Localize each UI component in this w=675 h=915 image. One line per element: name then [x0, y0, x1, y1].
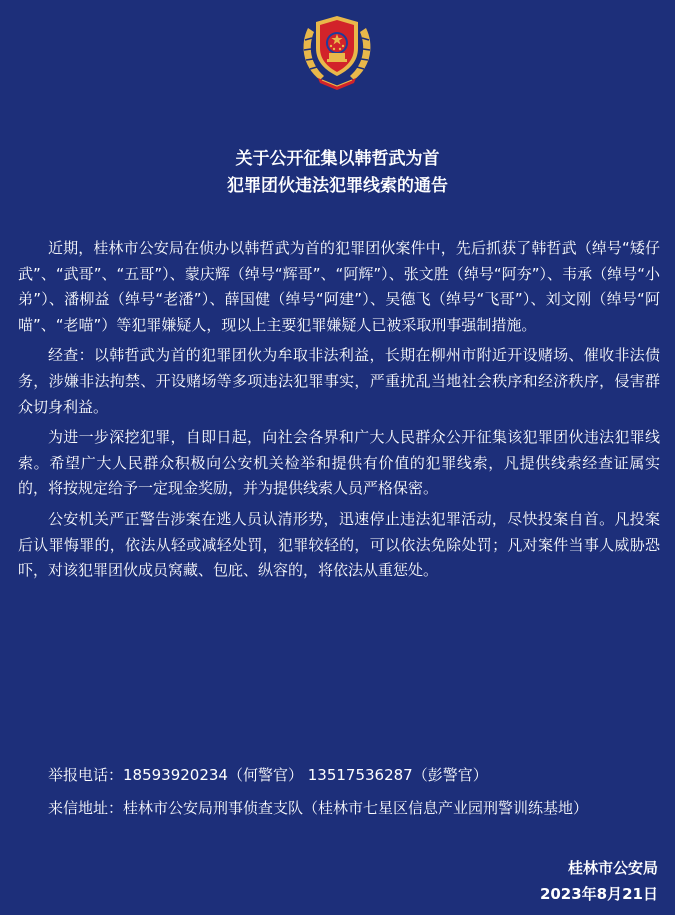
paragraph-findings: 经查：以韩哲武为首的犯罪团伙为牟取非法利益，长期在柳州市附近开设赌场、催收非法债务，涉嫌非法拘禁、开设赌场等多项违法犯罪事实，严重扰乱当地社会秩序和经济秩序，侵害群众切身利益。 [18, 346, 660, 416]
paragraph-arrests: 近期，桂林市公安局在侦办以韩哲武为首的犯罪团伙案件中，先后抓获了韩哲武（绰号“矮仔武”、“武哥”、“五哥”）、蒙庆辉（绰号“辉哥”、“阿辉”）、张文胜（绰号“阿夯”）、韦承（绰号“小弟”）、潘柳益（绰号“老潘”）、薛国健（绰号“阿建”）、吴德飞（绰号“飞哥”）、刘文刚（绰号“阿喵”、“老喵”）等犯罪嫌疑人，现以上主要犯罪嫌疑人已被采取刑事强制措施。 [18, 239, 660, 334]
mail-address: 来信地址：桂林市公安局刑事侦查支队（桂林市七星区信息产业园刑警训练基地） [48, 799, 589, 817]
paragraph-warning: 公安机关严正警告涉案在逃人员认清形势，迅速停止违法犯罪活动，尽快投案自首。凡投案后认罪悔罪的，依法从轻或减轻处罚，犯罪较轻的，可以依法免除处罚；凡对案件当事人威胁恐吓，对该犯罪团伙成员窝藏、包庇、纵容的，将依法从重惩处。 [18, 509, 660, 580]
report-phone: 举报电话：18593920234（何警官） 13517536287（彭警官） [48, 766, 488, 784]
police-emblem-icon [298, 10, 376, 90]
signature-org: 桂林市公安局 [567, 859, 658, 877]
notice-title-line-1: 关于公开征集以韩哲武为首 [235, 149, 440, 169]
paragraph-appeal: 为进一步深挖犯罪，自即日起，向社会各界和广大人民群众公开征集该犯罪团伙违法犯罪线索。希望广大人民群众积极向公安机关检举和提供有价值的犯罪线索，凡提供线索经查证属实的，将按规定给予一定现金奖励，并为提供线索人员严格保密。 [18, 428, 660, 498]
notice-body [18, 236, 660, 589]
signature-date: 2023年8月21日 [539, 885, 658, 903]
notice-title-line-2: 犯罪团伙违法犯罪线索的通告 [227, 176, 448, 196]
